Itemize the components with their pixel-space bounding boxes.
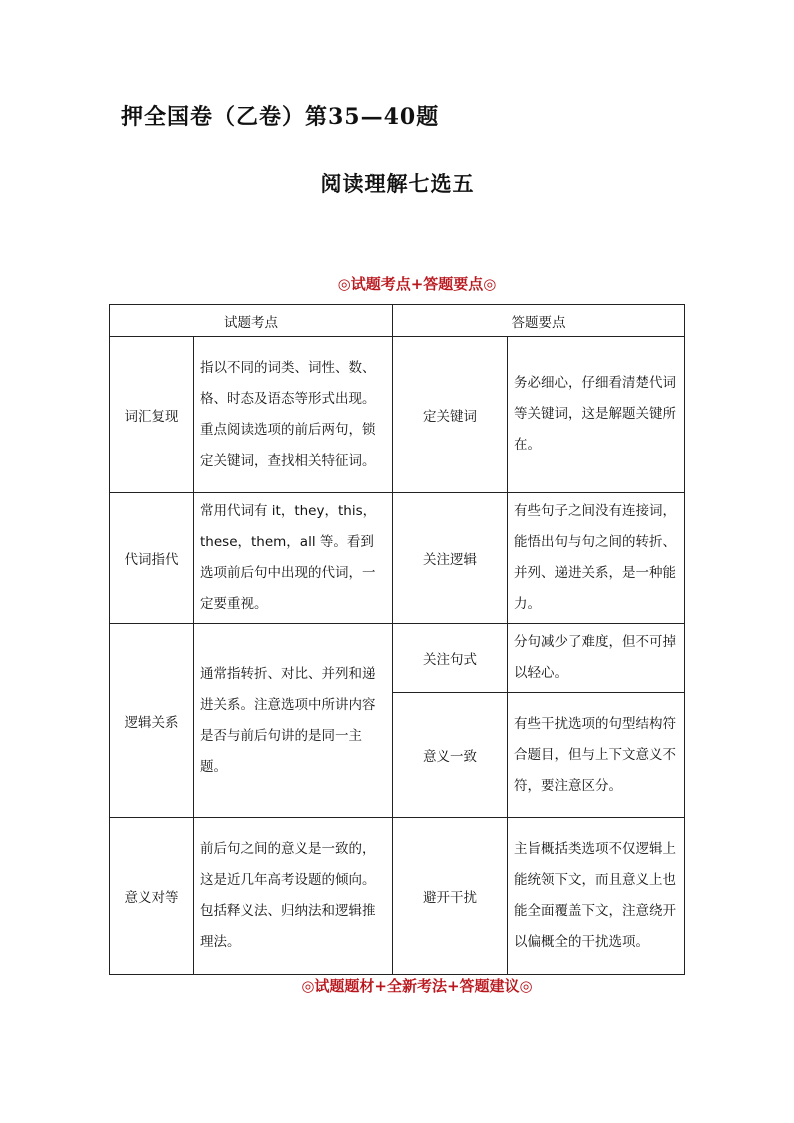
row-category: 词汇复现 — [110, 337, 194, 493]
row-category: 代词指代 — [110, 493, 194, 624]
row-key-point: 避开干扰 — [393, 818, 508, 975]
row-category: 逻辑关系 — [110, 624, 194, 818]
row-description: 前后句之间的意义是一致的，这是近几年高考设题的倾向。包括释义法、归纳法和逻辑推理法。 — [194, 818, 393, 975]
page-title: 押全国卷（乙卷）第35—40题 — [121, 104, 440, 130]
row-description: 通常指转折、对比、并列和递进关系。注意选项中所讲内容是否与前后句讲的是同一主题。 — [194, 624, 393, 818]
row-key-point: 关注句式 — [393, 624, 508, 693]
table-row — [110, 818, 685, 975]
row-key-point: 定关键词 — [393, 337, 508, 493]
row-note: 务必细心，仔细看清楚代词等关键词，这是解题关键所在。 — [508, 337, 685, 493]
row-note: 有些干扰选项的句型结构符合题目，但与上下文意义不符，要注意区分。 — [508, 693, 685, 818]
row-note: 分句减少了难度，但不可掉以轻心。 — [508, 624, 685, 693]
exam-points-table — [109, 304, 685, 975]
table-row — [110, 337, 685, 493]
header-exam-points: 试题考点 — [110, 305, 393, 337]
row-key-point: 意义一致 — [393, 693, 508, 818]
row-category: 意义对等 — [110, 818, 194, 975]
page-subtitle: 阅读理解七选五 — [320, 171, 475, 196]
table-row — [110, 624, 685, 693]
section-heading-points: ◎试题考点+答题要点◎ — [337, 275, 497, 293]
row-description: 常用代词有 it，they，this，these，them，all 等。看到选项前后句中出现的代词，一定要重视。 — [194, 493, 393, 624]
row-key-point: 关注逻辑 — [393, 493, 508, 624]
table-header-row — [110, 305, 685, 337]
table-row — [110, 493, 685, 624]
row-note: 主旨概括类选项不仅逻辑上能统领下文，而且意义上也能全面覆盖下文，注意绕开以偏概全的干扰选项。 — [508, 818, 685, 975]
row-description: 指以不同的词类、词性、数、格、时态及语态等形式出现。重点阅读选项的前后两句，锁定关键词，查找相关特征词。 — [194, 337, 393, 493]
row-note: 有些句子之间没有连接词，能悟出句与句之间的转折、并列、递进关系，是一种能力。 — [508, 493, 685, 624]
section-heading-suggestions: ◎试题题材+全新考法+答题建议◎ — [301, 977, 533, 995]
header-answer-points: 答题要点 — [393, 305, 685, 337]
